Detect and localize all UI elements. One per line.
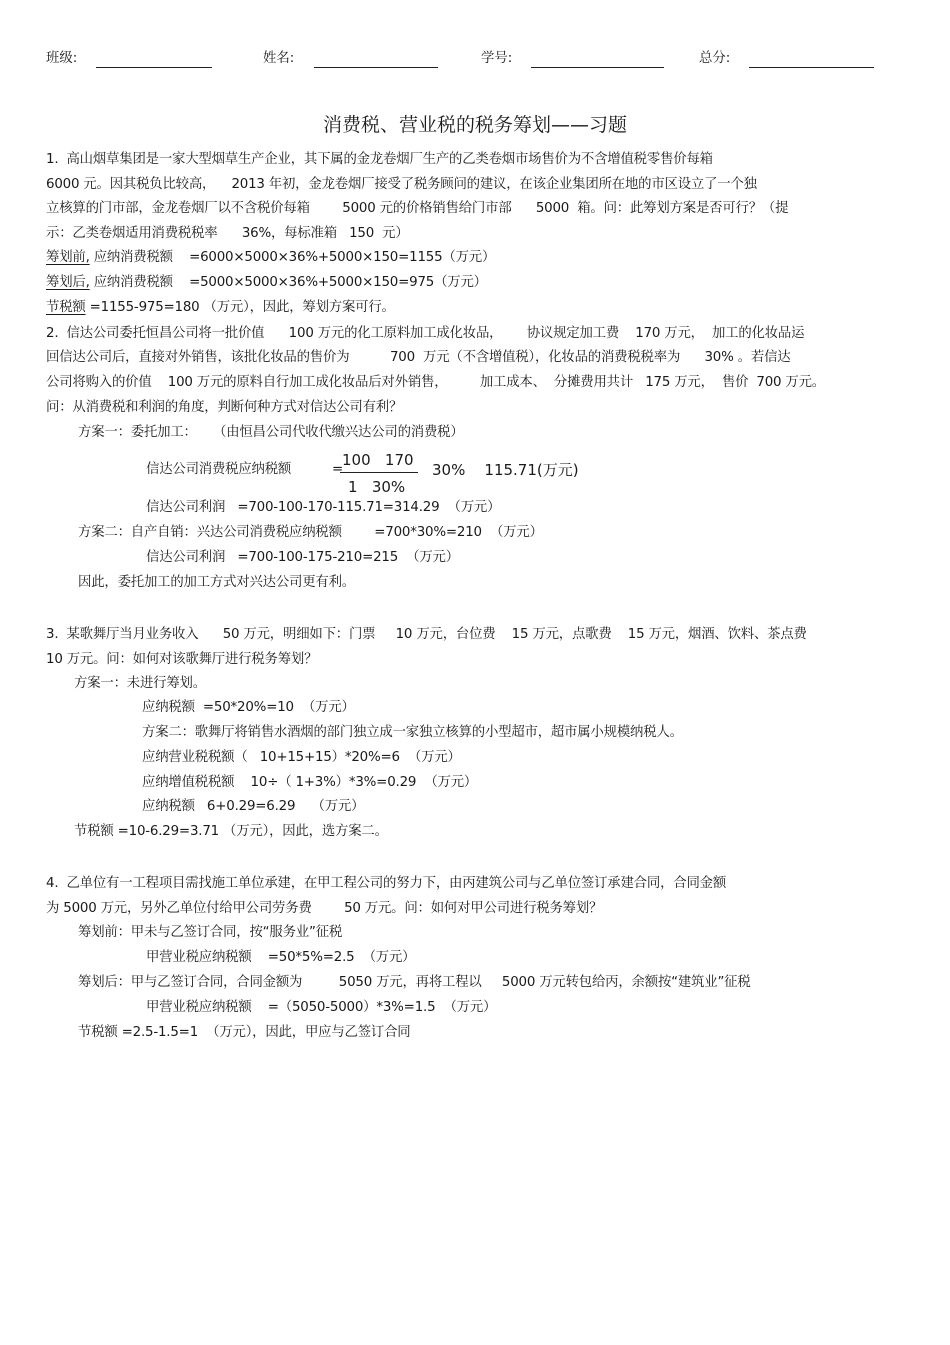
q2-fraction-denominator: 1 30%	[348, 478, 406, 496]
q2-tax-label: 信达公司消费税应纳税额	[146, 462, 292, 477]
q1-line-4: 示：乙类卷烟适用消费税税率 36%，每标准箱 150 元）	[46, 226, 409, 241]
student-id-blank[interactable]	[531, 67, 664, 68]
q2-equals-sign: =	[332, 462, 344, 477]
score-blank[interactable]	[749, 67, 874, 68]
q1-line-1: 1. 高山烟草集团是一家大型烟草生产企业，其下属的金龙卷烟厂生产的乙类卷烟市场售价为不含增值税零售价每箱	[46, 152, 713, 167]
q2-line-3: 公司将购入的价值 100 万元的原料自行加工成化妆品后对外销售， 加工成本、 分摊费用共计 175 万元， 售价 700 万元。	[46, 375, 825, 390]
q3-total-tax: 应纳税额 6+0.29=6.29 （万元）	[142, 799, 365, 814]
q3-plan-1: 方案一：未进行筹划。	[74, 676, 206, 691]
q2-fraction-bar	[340, 472, 418, 473]
q1-before-formula: 应纳消费税额 =6000×5000×36%+5000×150=1155（万元）	[89, 250, 496, 265]
q3-tax-1: 应纳税额 =50*20%=10 （万元）	[142, 700, 355, 715]
q1-save-text: =1155-975=180 （万元），因此，筹划方案可行。	[85, 300, 395, 315]
q3-line-2: 10 万元。问：如何对该歌舞厅进行税务筹划？	[46, 652, 318, 667]
name-blank[interactable]	[314, 67, 438, 68]
q2-plan-2: 方案二：自产自销：兴达公司消费税应纳税额 =700*30%=210 （万元）	[78, 525, 543, 540]
q1-after-row	[46, 274, 487, 292]
q2-profit-1: 信达公司利润 =700-100-170-115.71=314.29 （万元）	[146, 500, 501, 515]
q4-line-2: 为 5000 万元，另外乙单位付给甲公司劳务费 50 万元。问：如何对甲公司进行税务筹划？	[46, 901, 603, 916]
q1-before-label: 筹划前,	[46, 250, 90, 265]
q1-save-label: 节税额	[46, 300, 86, 315]
q1-after-label: 筹划后,	[46, 275, 90, 290]
q4-before-tax: 甲营业税应纳税额 =50*5%=2.5 （万元）	[146, 950, 416, 965]
q4-line-1: 4. 乙单位有一工程项目需找施工单位承建，在甲工程公司的努力下，由丙建筑公司与乙单位签订承建合同，合同金额	[46, 876, 727, 891]
name-label: 姓名:	[263, 51, 295, 66]
q3-vat: 应纳增值税税额 10÷（ 1+3%）*3%=0.29 （万元）	[142, 775, 478, 790]
q2-line-4: 问：从消费税和利润的角度，判断何种方式对信达公司有利？	[46, 400, 403, 415]
q4-savings: 节税额 =2.5-1.5=1 （万元），因此，甲应与乙签订合同	[78, 1025, 411, 1040]
q2-conclusion: 因此，委托加工的加工方式对兴达公司更有利。	[78, 575, 356, 590]
q2-plan-1: 方案一：委托加工： （由恒昌公司代收代缴兴达公司的消费税）	[78, 425, 464, 440]
score-label: 总分:	[699, 51, 731, 66]
class-blank[interactable]	[96, 67, 212, 68]
page-title: 消费税、营业税的税务筹划——习题	[322, 114, 627, 136]
q3-savings: 节税额 =10-6.29=3.71 （万元），因此，选方案二。	[74, 824, 388, 839]
q1-after-formula: 应纳消费税额 =5000×5000×36%+5000×150=975（万元）	[89, 275, 487, 290]
q1-save-row	[46, 299, 395, 317]
q2-fraction-numerator: 100 170	[342, 451, 414, 469]
q2-profit-2: 信达公司利润 =700-100-175-210=215 （万元）	[146, 550, 459, 565]
q2-fraction-tail: 30% 115.71(万元)	[432, 461, 579, 479]
q4-after: 筹划后：甲与乙签订合同，合同金额为 5050 万元，再将工程以 5000 万元转包给丙，余额按“建筑业”征税	[78, 975, 751, 990]
q1-line-2: 6000 元。因其税负比较高， 2013 年初，金龙卷烟厂接受了税务顾问的建议，在该企业集团所在地的市区设立了一个独	[46, 177, 757, 192]
q3-business-tax: 应纳营业税税额（ 10+15+15）*20%=6 （万元）	[142, 750, 461, 765]
q3-line-1: 3. 某歌舞厅当月业务收入 50 万元，明细如下：门票 10 万元，台位费 15 万元，点歌费 15 万元，烟酒、饮料、茶点费	[46, 627, 807, 642]
q4-before: 筹划前：甲未与乙签订合同，按“服务业”征税	[78, 925, 343, 940]
q3-plan-2: 方案二：歌舞厅将销售水酒烟的部门独立成一家独立核算的小型超市，超市属小规模纳税人。	[142, 725, 683, 740]
q2-line-2: 回信达公司后，直接对外销售，该批化妆品的售价为 700 万元（不含增值税），化妆品的消费税税率为 30% 。若信达	[46, 350, 791, 365]
student-id-label: 学号:	[481, 51, 513, 66]
q4-after-tax: 甲营业税应纳税额 =（5050-5000）*3%=1.5 （万元）	[146, 1000, 497, 1015]
q1-line-3: 立核算的门市部，金龙卷烟厂以不含税价每箱 5000 元的价格销售给门市部 5000 箱。问：此筹划方案是否可行？（提	[46, 201, 789, 216]
q2-line-1: 2. 信达公司委托恒昌公司将一批价值 100 万元的化工原料加工成化妆品， 协议规定加工费 170 万元， 加工的化妆品运	[46, 326, 805, 341]
class-label: 班级:	[46, 51, 78, 66]
q1-before-row	[46, 249, 495, 267]
